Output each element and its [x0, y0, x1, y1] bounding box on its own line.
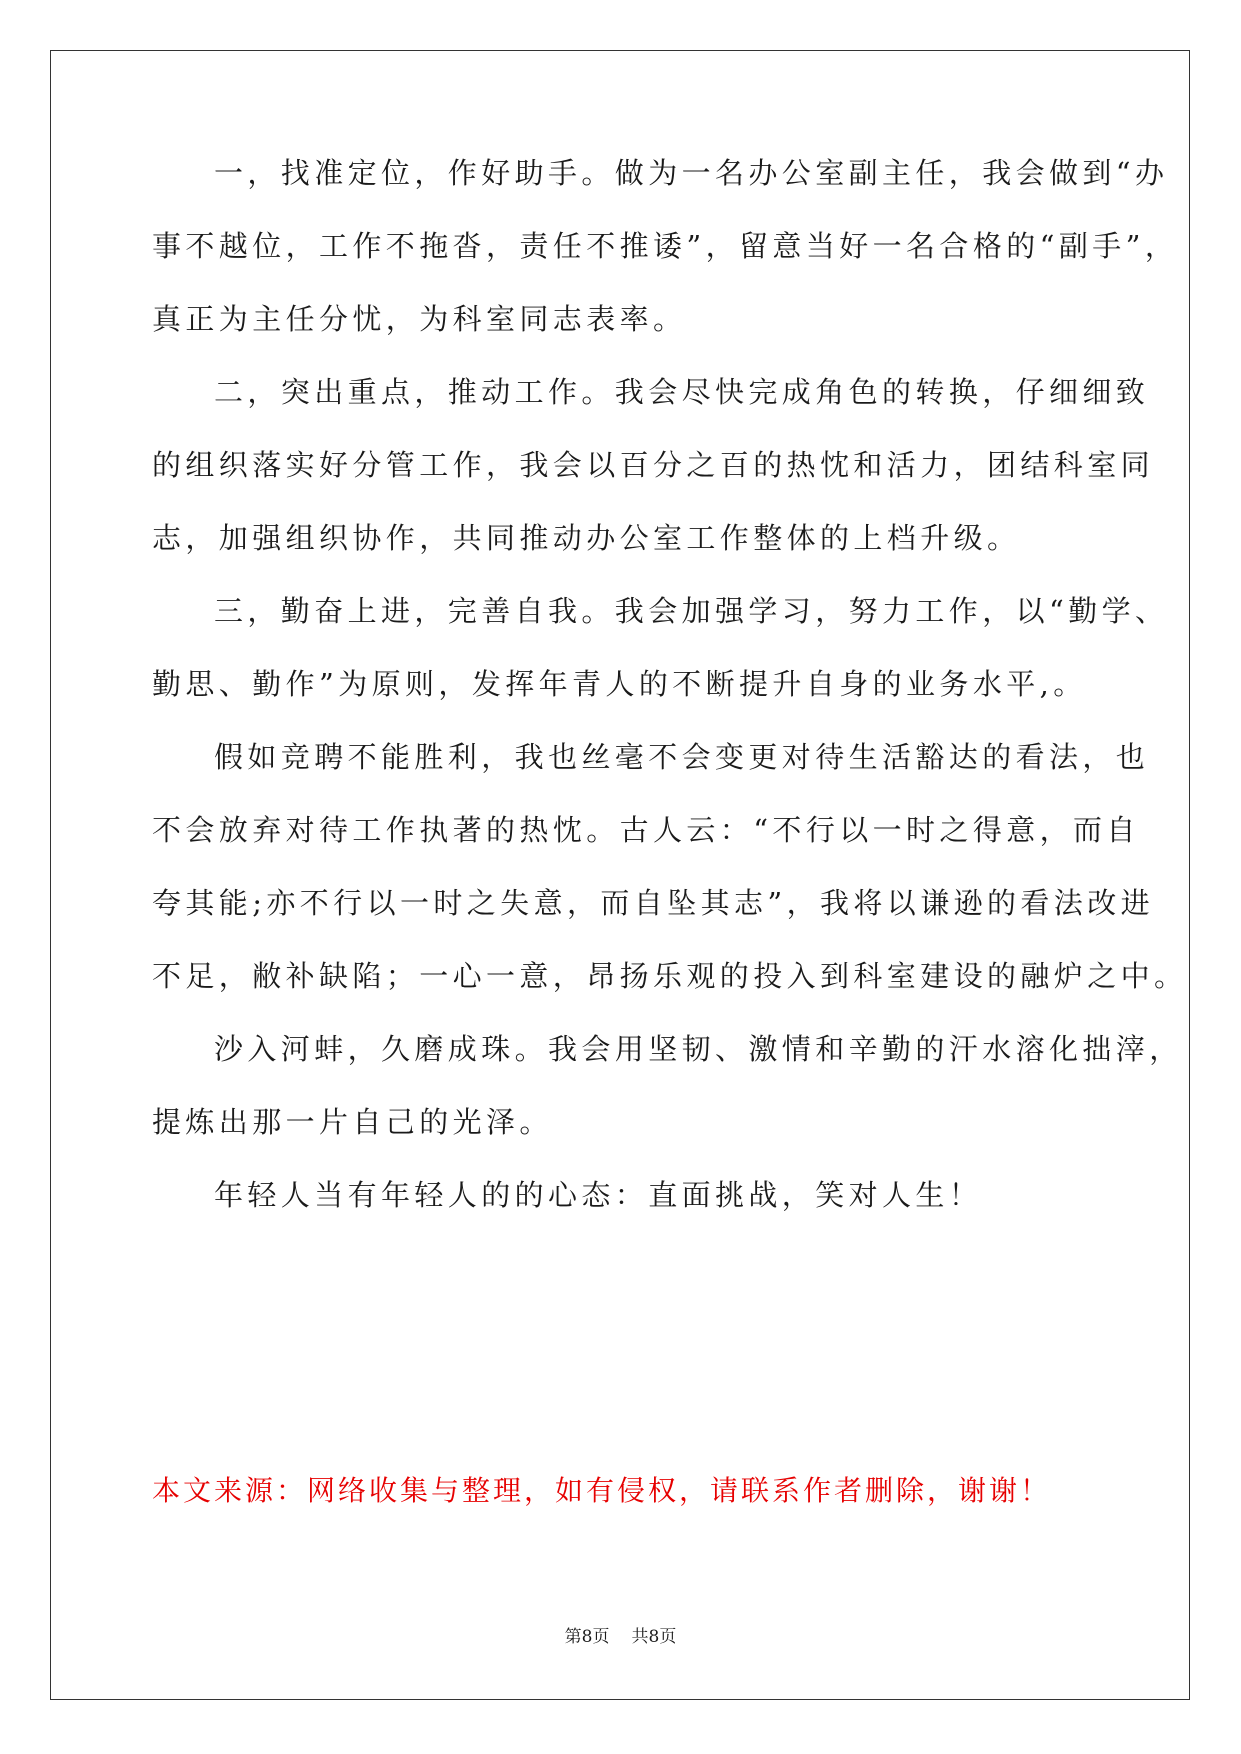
- paragraph-2-line-2: 的组织落实好分管工作，我会以百分之百的热忱和活力，团结科室同: [152, 448, 1155, 482]
- page-border: [50, 50, 1190, 1700]
- page-number-total: 共8页: [631, 1627, 677, 1647]
- paragraph-4-line-4: 不足，敝补缺陷；一心一意，昂扬乐观的投入到科室建设的融炉之中。: [152, 959, 1188, 993]
- page-footer: [0, 1627, 1241, 1647]
- paragraph-1-line-3: 真正为主任分忧，为科室同志表率。: [152, 302, 687, 336]
- paragraph-2-line-3: 志，加强组织协作，共同推动办公室工作整体的上档升级。: [152, 521, 1021, 555]
- paragraph-5-line-2: 提炼出那一片自己的光泽。: [152, 1105, 553, 1139]
- paragraph-3-line-1: 三，勤奋上进，完善自我。我会加强学习，努力工作，以“勤学、: [214, 594, 1169, 628]
- paragraph-4-line-2: 不会放弃对待工作执著的热忱。古人云：“不行以一时之得意，而自: [152, 813, 1140, 847]
- paragraph-3-line-2: 勤思、勤作”为原则，发挥年青人的不断提升自身的业务水平,。: [152, 667, 1087, 701]
- paragraph-5-line-1: 沙入河蚌，久磨成珠。我会用坚韧、激情和辛勤的汗水溶化拙滓，: [214, 1032, 1183, 1066]
- paragraph-6-line-1: 年轻人当有年轻人的的心态：直面挑战，笑对人生！: [214, 1178, 983, 1212]
- source-notice: 本文来源：网络收集与整理，如有侵权，请联系作者删除，谢谢！: [152, 1474, 1052, 1507]
- paragraph-1-line-2: 事不越位，工作不拖沓，责任不推诿”，留意当好一名合格的“副手”，: [152, 229, 1179, 263]
- paragraph-2-line-1: 二，突出重点，推动工作。我会尽快完成角色的转换，仔细细致: [214, 375, 1150, 409]
- paragraph-4-line-1: 假如竞聘不能胜利，我也丝毫不会变更对待生活豁达的看法，也: [214, 740, 1150, 774]
- paragraph-4-line-3: 夸其能;亦不行以一时之失意，而自坠其志”，我将以谦逊的看法改进: [152, 886, 1154, 920]
- paragraph-1-line-1: 一，找准定位，作好助手。做为一名办公室副主任，我会做到“办: [214, 156, 1169, 190]
- page-number-current: 第8页: [564, 1627, 610, 1647]
